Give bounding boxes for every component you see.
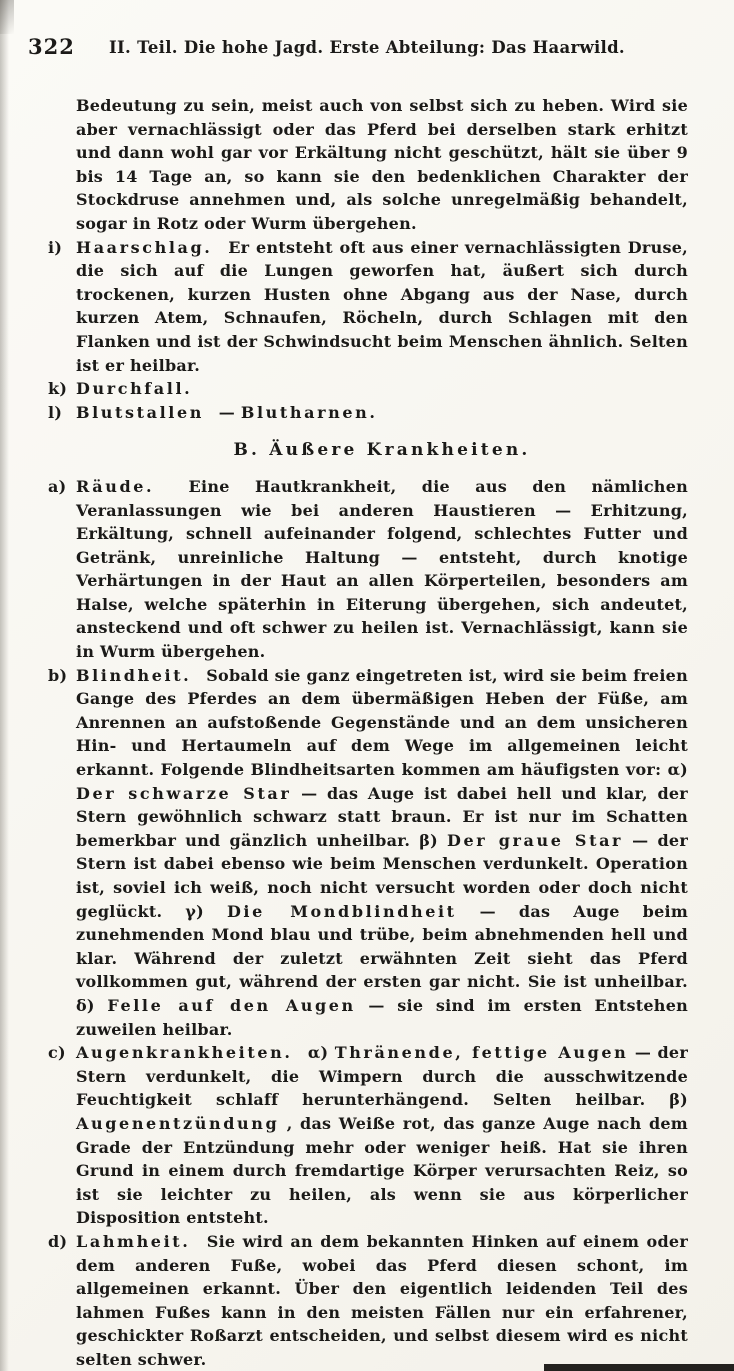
emphasized-text: Räude. (76, 476, 155, 496)
page-number: 322 (28, 34, 75, 59)
page-body (0, 66, 734, 1371)
emphasized-text: Lahmheit. (76, 1231, 191, 1251)
emphasized-text: Augenentzündung (76, 1113, 280, 1133)
body-text: Er entsteht oft aus einer vernachlässigten Druse, die sich auf die Lungen geworfen hat, äußert sich durch trockenen, kurzen Husten ohne Abgang aus der Nase, durch kurzen Atem, Schnaufen, Röcheln, durch Schlagen mit den Flanken und ist der Schwindsucht beim Menschen ähnlich. Selten ist er heilbar. (76, 237, 688, 375)
running-title: II. Teil. Die hohe Jagd. Erste Abteilung: Das Haarwild. (109, 38, 625, 57)
list-item (48, 1041, 688, 1230)
item-label: a) (48, 476, 67, 496)
list-item (48, 475, 688, 664)
emphasized-text: Thränende, fettige Augen (334, 1043, 629, 1063)
item-label: i) (48, 237, 63, 257)
body-text: Sie wird an dem bekannten Hinken auf einem oder dem anderen Fuße, wobei das Pferd diesen schont, im allgemeinen erkannt. Über den eigentlich leidenden Teil des lahmen Fußes kann in den meisten Fällen nur ein erfahrener, geschickter Roßarzt entscheiden, und selbst diesem wird es nicht selten schwer. (76, 1231, 688, 1369)
item-label: b) (48, 665, 68, 685)
list-item (48, 377, 688, 401)
emphasized-text: Haarschlag. (76, 237, 213, 257)
body-text: — das Auge beim zunehmenden Mond blau und trübe, beim abnehmenden hell und klar. Während der zuletzt erwähnten Zeit sieht das Pferd vollkommen gut, während der ersten gar nicht. Sie ist unheilbar. δ) (76, 901, 689, 1015)
body-text: Bedeutung zu sein, meist auch von selbst sich zu heben. Wird sie aber vernachlässigt oder das Pferd bei derselben stark erhitzt und dann wohl gar vor Erkältung nicht geschützt, hält sie über 9 bis 14 Tage an, so kann sie den bedenklichen Charakter der Stockdruse annehmen und, als solche unregelmäßig behandelt, sogar in Rotz oder Wurm übergehen. (76, 96, 688, 233)
item-label: l) (48, 402, 63, 422)
emphasized-text: Blutstallen (76, 402, 204, 422)
emphasized-text: Der graue Star (447, 830, 624, 850)
body-text: — der Stern verdunkelt, die Wimpern durch die ausschwitzende Feuchtigkeit schlaff herunterhängend. Selten heilbar. β) (76, 1043, 688, 1110)
emphasized-text: Durchfall. (76, 379, 193, 399)
emphasized-text: Blutharnen. (240, 402, 378, 422)
item-label: k) (48, 379, 68, 399)
list-item (48, 236, 688, 378)
paragraph (76, 94, 688, 236)
item-label: d) (48, 1231, 68, 1251)
emphasized-text: Der schwarze Star (76, 783, 292, 803)
emphasized-text: Blindheit. (76, 665, 192, 685)
body-text: — der Stern ist dabei ebenso wie beim Menschen verdunkelt. Operation ist, soviel ich weiß, noch nicht versucht worden oder doch nicht geglückt. γ) (76, 830, 688, 921)
list-item (48, 664, 689, 1042)
section-heading: B. Äußere Krankheiten. (233, 440, 531, 461)
body-text: — sie sind im ersten Entstehen zuweilen heilbar. (76, 995, 688, 1039)
body-text: , das Weiße rot, das ganze Auge nach dem Grade der Entzündung mehr oder weniger heiß. Hat sie ihren Grund in einem durch fremdartige Körper verursachten Reiz, so ist sie leichter zu heilen, als wenn sie aus körperlicher Disposition entsteht. (76, 1113, 688, 1228)
body-text: — das Auge ist dabei hell und klar, der Stern gewöhnlich schwarz statt braun. Er ist nur im Schatten bemerkbar und gänzlich unheilbar. β) (76, 783, 688, 850)
emphasized-text: Felle auf den Augen (107, 995, 356, 1015)
emphasized-text: Die Mondblindheit (226, 901, 457, 921)
body-text: — (218, 402, 241, 422)
list-item (48, 1230, 688, 1371)
emphasized-text: Augenkrankheiten. (76, 1043, 293, 1063)
body-text: Sobald sie ganz eingetreten ist, wird sie beim freien Gange des Pferdes an dem übermäßigen Heben der Füße, am Anrennen an aufstoßende Gegenstände und an dem unsicheren Hin- und Hertaumeln auf dem Wege im allgemeinen leicht erkannt. Folgende Blindheitsarten kommen am häufigsten vor: α) (76, 665, 688, 780)
body-text: α) (307, 1043, 335, 1063)
page-header (0, 0, 734, 66)
item-label: c) (48, 1043, 66, 1063)
body-text: Eine Hautkrankheit, die aus den nämlichen Veranlassungen wie bei anderen Haustieren — Erhitzung, Erkältung, schnell aufeinander folgend, schlechtes Futter und Getränk, unreinliche Haltung — entsteht, durch knotige Verhärtungen in der Haut an allen Körperteilen, besonders am Halse, welche späterhin in Eiterung übergehen, sich andeutet, ansteckend und oft schwer zu heilen ist. Vernachlässigt, kann sie in Wurm übergehen. (76, 476, 688, 662)
list-item (48, 401, 688, 425)
